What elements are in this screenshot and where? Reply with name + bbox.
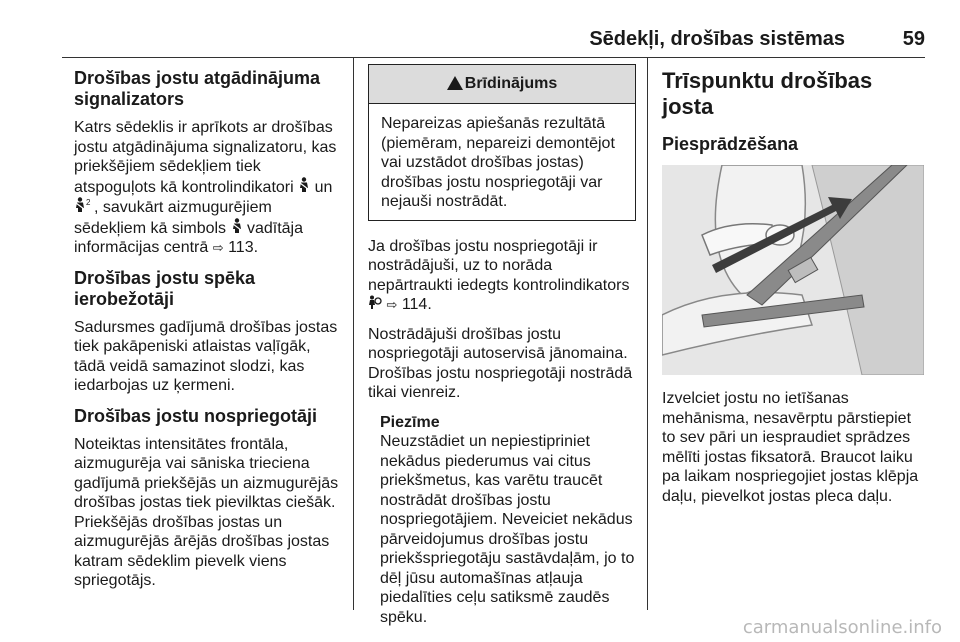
page-ref-link[interactable]: 113. bbox=[228, 239, 259, 256]
paragraph-belt-reminder bbox=[74, 118, 344, 258]
note-block bbox=[368, 413, 636, 628]
column-divider-2 bbox=[647, 58, 648, 610]
column-middle bbox=[368, 64, 636, 627]
paragraph-pretensioners: Noteiktas intensitātes frontāla, aizmugurēja vai sāniska trieciena gadījumā priekšējās un aizmugurējās drošības jostas tiek pievilktas ciešāk. Priekšējās drošības jostas un aizmugurējās ārējās drošības jostas katram sēdeklim pievelk viens spriegotājs. bbox=[74, 435, 339, 589]
warning-text: Nepareizas apiešanās rezultātā (piemēram, nepareizi demontējot vai uzstādot drošības jostas) drošības jostu nospriegotāji var nejauši nostrādāt. bbox=[381, 115, 615, 210]
warning-triangle-icon bbox=[447, 76, 463, 90]
text-fragment: Katrs sēdeklis ir aprīkots ar drošības jostu atgādinājuma signalizatoru, kas priekšējiem sēdekļiem tiek atspoguļots kā kontrolindikatori bbox=[74, 119, 337, 196]
paragraph-service: Nostrādājuši drošības jostu nospriegotāji autoservisā jānomaina. Drošības jostu nospriegotāji nostrādā tikai vienreiz. bbox=[368, 325, 633, 401]
belt-illustration-svg bbox=[662, 165, 924, 375]
page-header bbox=[0, 0, 960, 58]
warning-box bbox=[368, 64, 636, 221]
warning-header bbox=[369, 65, 635, 104]
seatbelt-person-2-icon bbox=[74, 197, 94, 212]
paragraph-force-limiters: Sadursmes gadījumā drošības jostas tiek pakāpeniski atlaistas vaļīgāk, tādā veidā samazinot slodzi, kas iedarbojas uz ķermeni. bbox=[74, 318, 338, 394]
site-watermark: carmanualsonline.info bbox=[742, 617, 942, 638]
chapter-title: Sēdekļi, drošības sistēmas bbox=[589, 28, 845, 50]
text-fragment: , savukārt aizmugurējiem sēdekļiem kā simbols bbox=[74, 199, 272, 237]
note-text: Neuzstādiet un nepiestipriniet nekādus piederumus vai citus priekšmetus, kas varētu traucēt nostrādāt drošības jostu nospriegotājiem. Neveiciet nekādus pārveidojumus drošības jostu priekšspriegotāju sastāvdaļām, jo to dēļ jūsu automašīnas atļauja piedalīties ceļu satiksmē zaudēs spēku. bbox=[380, 433, 635, 626]
heading-pretensioners: Drošības jostu nospriegotāji bbox=[74, 405, 318, 426]
airbag-pretensioner-icon bbox=[368, 295, 382, 309]
page-ref-arrow-icon: ⇨ bbox=[386, 297, 398, 312]
page-ref-arrow-icon: ⇨ bbox=[212, 240, 224, 255]
column-right bbox=[662, 64, 927, 516]
column-divider-1 bbox=[353, 58, 354, 610]
text-fragment: Ja drošības jostu nospriegotāji ir nostrādājuši, uz to norāda nepārtraukti iedegts kontrolindikators bbox=[368, 237, 630, 294]
paragraph-indicator bbox=[368, 237, 636, 315]
seatbelt-person-rear-icon bbox=[231, 218, 243, 233]
note-title: Piezīme bbox=[380, 413, 440, 431]
heading-three-point-belt: Trīspunktu drošības josta bbox=[662, 68, 873, 119]
heading-belt-reminder: Drošības jostu atgādinājuma signalizators bbox=[74, 68, 321, 109]
svg-text:2: 2 bbox=[86, 198, 91, 207]
header-divider bbox=[62, 57, 925, 58]
belt-fastening-illustration bbox=[662, 165, 924, 375]
seatbelt-person-icon bbox=[298, 177, 310, 192]
heading-fastening: Piesprādzēšana bbox=[662, 134, 799, 154]
heading-force-limiters: Drošības jostu spēka ierobežotāji bbox=[74, 267, 256, 309]
page-number: 59 bbox=[902, 28, 925, 50]
column-left bbox=[74, 64, 344, 601]
text-fragment: vadītāja informācijas centrā bbox=[74, 219, 303, 256]
page-ref-link[interactable]: 114. bbox=[401, 296, 432, 313]
paragraph-fastening: Izvelciet jostu no ietīšanas mehānisma, nesavērptu pārstiepiet to sev pāri un iespraudiet sprādzes mēlīti jostas fiksatorā. Braucot laiku pa laikam nospriegojiet jostas klēpja daļu, pievelkot jostas pleca daļu. bbox=[662, 390, 919, 505]
text-fragment: un bbox=[310, 178, 333, 196]
warning-title: Brīdinājums bbox=[464, 75, 558, 93]
